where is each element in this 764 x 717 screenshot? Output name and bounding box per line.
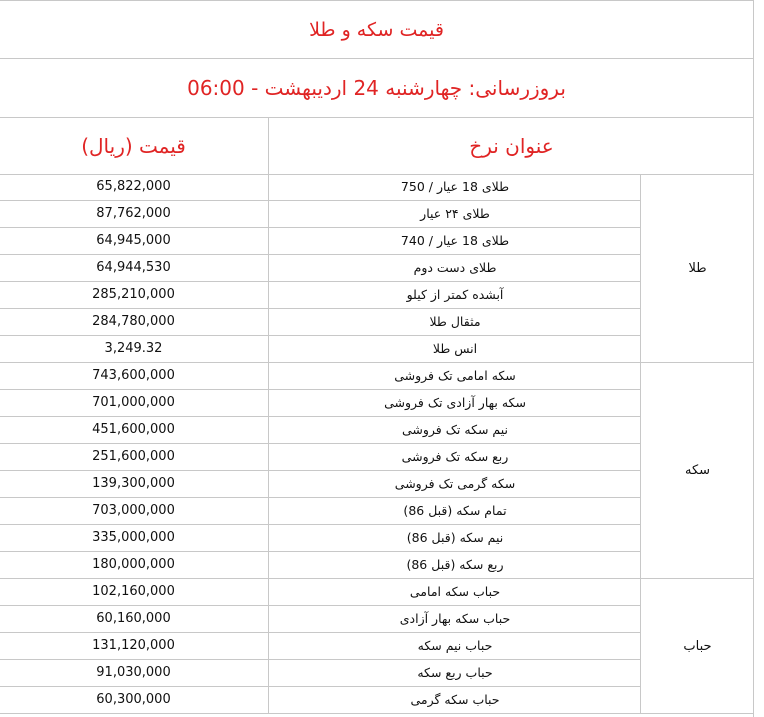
rate-name-cell: حباب سکه گرمی <box>268 687 641 713</box>
table-title: قیمت سکه و طلا <box>0 0 753 59</box>
price-cell: 284,780,000 <box>92 314 175 329</box>
rate-name-cell: سکه امامی تک فروشی <box>268 363 641 389</box>
table-row <box>0 660 640 687</box>
group-label: طلا <box>640 174 754 363</box>
group-label: حباب <box>640 579 754 714</box>
price-cell: 64,945,000 <box>96 233 171 248</box>
table-row <box>0 633 640 660</box>
rate-name-cell: طلای ۲۴ عیار <box>268 201 641 227</box>
rate-name-cell: انس طلا <box>268 336 641 362</box>
price-cell: 91,030,000 <box>96 665 171 680</box>
table-row <box>0 471 640 498</box>
price-cell: 335,000,000 <box>92 530 175 545</box>
table-row <box>0 309 640 336</box>
table-row <box>0 255 640 282</box>
rate-name-cell: حباب نیم سکه <box>268 633 641 659</box>
price-cell: 64,944,530 <box>96 260 171 275</box>
price-cell: 131,120,000 <box>92 638 175 653</box>
table-row <box>0 417 640 444</box>
price-cell: 180,000,000 <box>92 557 175 572</box>
table-row <box>0 336 640 363</box>
price-cell: 60,160,000 <box>96 611 171 626</box>
price-cell: 3,249.32 <box>104 341 163 356</box>
price-cell: 703,000,000 <box>92 503 175 518</box>
rate-name-cell: حباب ربع سکه <box>268 660 641 686</box>
rate-name-cell: سکه گرمی تک فروشی <box>268 471 641 497</box>
table-row <box>0 525 640 552</box>
price-cell: 251,600,000 <box>92 449 175 464</box>
price-cell: 285,210,000 <box>92 287 175 302</box>
table-row <box>0 174 640 201</box>
name-column-header: عنوان نرخ <box>268 117 754 174</box>
price-cell: 65,822,000 <box>96 179 171 194</box>
table-row <box>0 390 640 417</box>
rate-name-cell: ربع سکه (قبل 86) <box>268 552 641 578</box>
price-cell: 139,300,000 <box>92 476 175 491</box>
table-row <box>0 444 640 471</box>
group-label: سکه <box>640 363 754 579</box>
rate-name-cell: تمام سکه (قبل 86) <box>268 498 641 524</box>
price-column-header: قیمت (ریال) <box>81 133 186 158</box>
rate-name-cell: نیم سکه (قبل 86) <box>268 525 641 551</box>
last-updated: بروزرسانی: چهارشنبه 24 اردیبهشت - 06:00 <box>0 59 753 118</box>
rate-name-cell: مثقال طلا <box>268 309 641 335</box>
table-header-row <box>0 117 753 175</box>
rate-name-cell: طلای دست دوم <box>268 255 641 281</box>
rate-name-cell: ربع سکه تک فروشی <box>268 444 641 470</box>
table-row <box>0 363 640 390</box>
rate-name-cell: حباب سکه بهار آزادی <box>268 606 641 632</box>
price-cell: 87,762,000 <box>96 206 171 221</box>
table-row <box>0 282 640 309</box>
rate-name-cell: سکه بهار آزادی تک فروشی <box>268 390 641 416</box>
price-cell: 451,600,000 <box>92 422 175 437</box>
table-row <box>0 498 640 525</box>
rate-name-cell: طلای 18 عیار / 750 <box>268 174 641 200</box>
table-row <box>0 552 640 579</box>
rate-name-cell: آبشده کمتر از کیلو <box>268 282 641 308</box>
table-row <box>0 606 640 633</box>
price-cell: 102,160,000 <box>92 584 175 599</box>
table-row <box>0 687 640 714</box>
price-cell: 701,000,000 <box>92 395 175 410</box>
rate-name-cell: طلای 18 عیار / 740 <box>268 228 641 254</box>
table-row <box>0 228 640 255</box>
price-cell: 743,600,000 <box>92 368 175 383</box>
price-cell: 60,300,000 <box>96 692 171 707</box>
table-row <box>0 579 640 606</box>
rate-name-cell: حباب سکه امامی <box>268 579 641 605</box>
table-row <box>0 201 640 228</box>
rate-name-cell: نیم سکه تک فروشی <box>268 417 641 443</box>
